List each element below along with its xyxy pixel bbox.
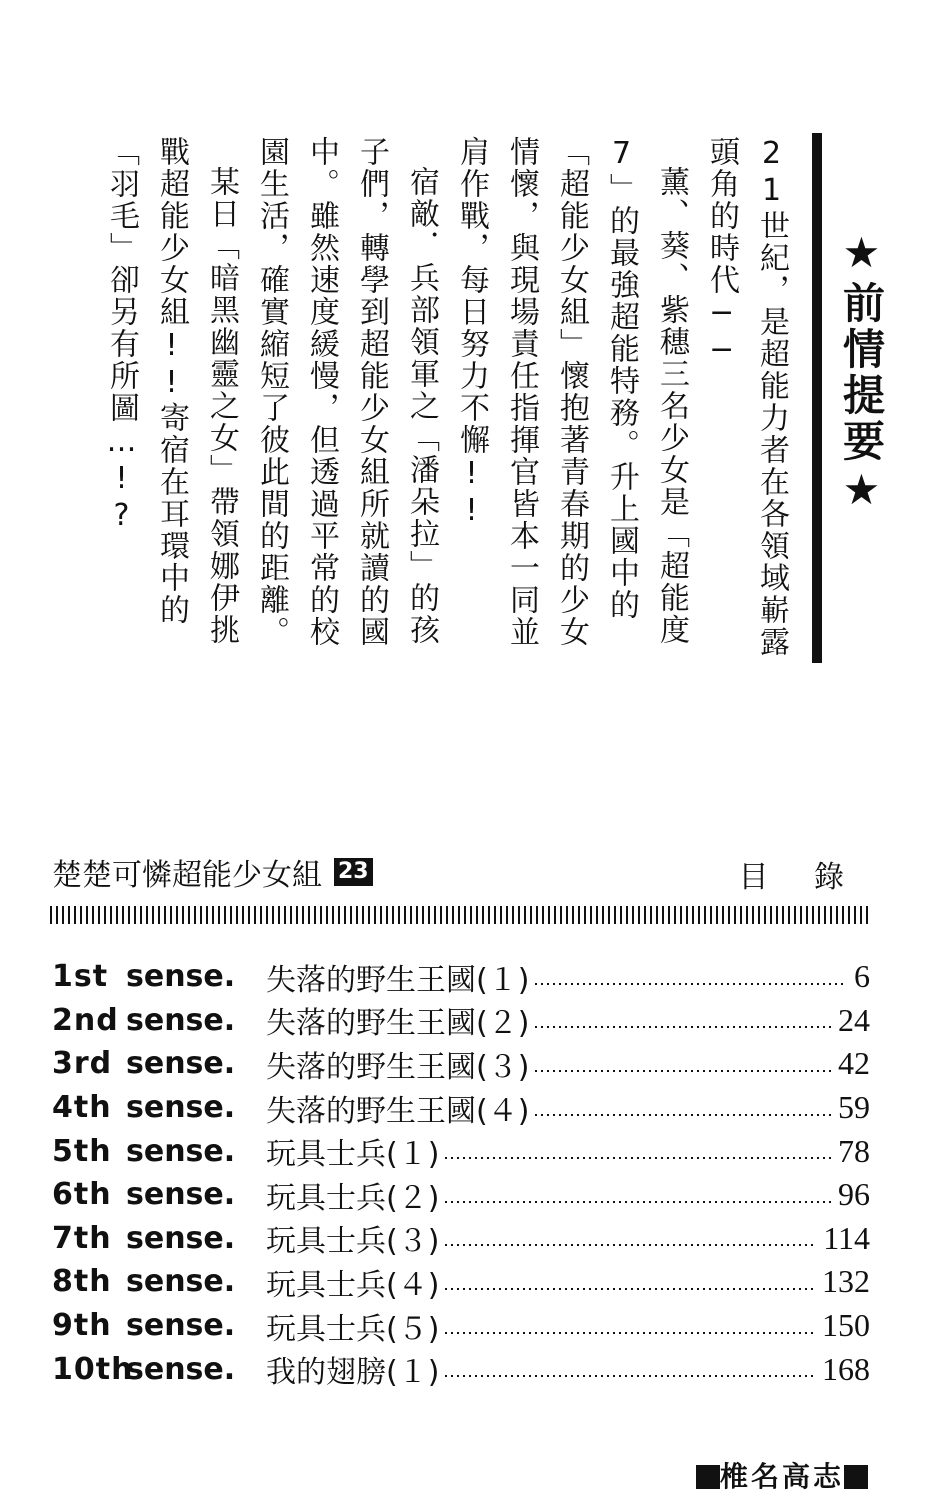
chapter-title: 我的翅膀(１) bbox=[266, 1355, 440, 1391]
chapter-title: 失落的野生王國(２) bbox=[266, 1006, 530, 1042]
chapter-title: 玩具士兵(２) bbox=[266, 1180, 440, 1216]
dot-leader bbox=[445, 1375, 816, 1377]
chapter-title: 失落的野生王國(１) bbox=[266, 962, 530, 998]
chapter-number: 9th bbox=[52, 1308, 112, 1344]
chapter-page: 114 bbox=[823, 1219, 870, 1256]
toc-row bbox=[52, 955, 870, 999]
toc-row bbox=[52, 1304, 870, 1348]
recap-heading-bar bbox=[812, 133, 822, 663]
chapter-title: 失落的野生王國(３) bbox=[266, 1049, 530, 1085]
dot-leader bbox=[445, 1332, 816, 1334]
chapter-title: 玩具士兵(１) bbox=[266, 1137, 440, 1173]
chapter-number: 7th bbox=[52, 1220, 112, 1256]
dot-leader bbox=[535, 983, 844, 985]
chapter-number: 4th bbox=[52, 1090, 112, 1126]
chapter-number: 1st bbox=[52, 959, 109, 995]
chapter-title: 失落的野生王國(４) bbox=[266, 1093, 530, 1129]
summary-paragraph-4: 某日「暗黑幽靈之女」帶領娜伊挑戰超能少女組!!寄宿在耳環中的「羽毛」卻另有所圖…!? bbox=[104, 136, 239, 646]
recap-summary bbox=[96, 136, 796, 676]
chapter-sense: sense. bbox=[126, 1133, 236, 1169]
toc-row bbox=[52, 1086, 870, 1130]
chapter-sense: sense. bbox=[126, 1177, 236, 1213]
chapter-title: 玩具士兵(４) bbox=[266, 1267, 440, 1303]
chapter-page: 96 bbox=[838, 1176, 870, 1213]
chapter-number: 6th bbox=[52, 1177, 112, 1213]
dot-leader bbox=[535, 1026, 832, 1028]
chapter-sense: sense. bbox=[126, 1351, 236, 1387]
toc-row bbox=[52, 1217, 870, 1261]
toc-list bbox=[52, 955, 870, 1391]
chapter-page: 132 bbox=[822, 1263, 870, 1300]
toc-row bbox=[52, 1260, 870, 1304]
dot-leader bbox=[445, 1244, 817, 1246]
dot-leader bbox=[535, 1114, 832, 1116]
toc-header bbox=[52, 852, 872, 895]
toc-row bbox=[52, 999, 870, 1043]
chapter-title: 玩具士兵(３) bbox=[266, 1224, 440, 1260]
chapter-page: 78 bbox=[838, 1132, 870, 1169]
chapter-page: 6 bbox=[854, 958, 870, 995]
dot-leader bbox=[445, 1157, 832, 1159]
chapter-sense: sense. bbox=[126, 1090, 236, 1126]
author-name: 椎名高志 bbox=[719, 1460, 844, 1493]
chapter-sense: sense. bbox=[126, 1002, 236, 1038]
toc-row bbox=[52, 1129, 870, 1173]
dot-leader bbox=[535, 1070, 832, 1072]
toc-row bbox=[52, 1347, 870, 1391]
summary-paragraph-2: 薰、葵、紫穗三名少女是「超能度7」的最強超能特務。升上國中的「超能少女組」懷抱著青春期的少女情懷，與現場責任指揮官皆本一同並肩作戰，每日努力不懈!! bbox=[454, 136, 689, 648]
chapter-sense: sense. bbox=[126, 1220, 236, 1256]
chapter-title: 玩具士兵(５) bbox=[266, 1311, 440, 1347]
chapter-page: 24 bbox=[838, 1001, 870, 1038]
chapter-number: 8th bbox=[52, 1264, 112, 1300]
chapter-sense: sense. bbox=[126, 959, 236, 995]
square-bullet-icon bbox=[696, 1465, 720, 1489]
chapter-page: 42 bbox=[838, 1045, 870, 1082]
series-title: 楚楚可憐超能少女組 bbox=[52, 858, 322, 893]
decorative-rule bbox=[50, 906, 872, 924]
summary-paragraph-1: 21世紀，是超能力者在各領域嶄露頭角的時代── bbox=[704, 136, 789, 658]
toc-row bbox=[52, 1173, 870, 1217]
chapter-number: 5th bbox=[52, 1133, 112, 1169]
dot-leader bbox=[445, 1201, 832, 1203]
chapter-number: 2nd bbox=[52, 1002, 119, 1038]
chapter-sense: sense. bbox=[126, 1264, 236, 1300]
chapter-page: 150 bbox=[822, 1307, 870, 1344]
chapter-number: 10th bbox=[52, 1351, 134, 1387]
chapter-sense: sense. bbox=[126, 1046, 236, 1082]
chapter-page: 59 bbox=[838, 1089, 870, 1126]
recap-title: ★前情提要★ bbox=[837, 228, 886, 518]
contents-label: 目 錄 bbox=[738, 860, 862, 895]
summary-paragraph-3: 宿敵．兵部領軍之「潘朵拉」的孩子們，轉學到超能少女組所就讀的國中。雖然速度緩慢，但透過平常的校園生活，確實縮短了彼此間的距離。 bbox=[254, 136, 439, 648]
chapter-page: 168 bbox=[822, 1350, 870, 1387]
author-credit bbox=[696, 1455, 868, 1495]
dot-leader bbox=[445, 1288, 816, 1290]
chapter-number: 3rd bbox=[52, 1046, 113, 1082]
toc-row bbox=[52, 1042, 870, 1086]
chapter-sense: sense. bbox=[126, 1308, 236, 1344]
volume-badge: 23 bbox=[334, 858, 373, 886]
square-bullet-icon bbox=[844, 1465, 868, 1489]
